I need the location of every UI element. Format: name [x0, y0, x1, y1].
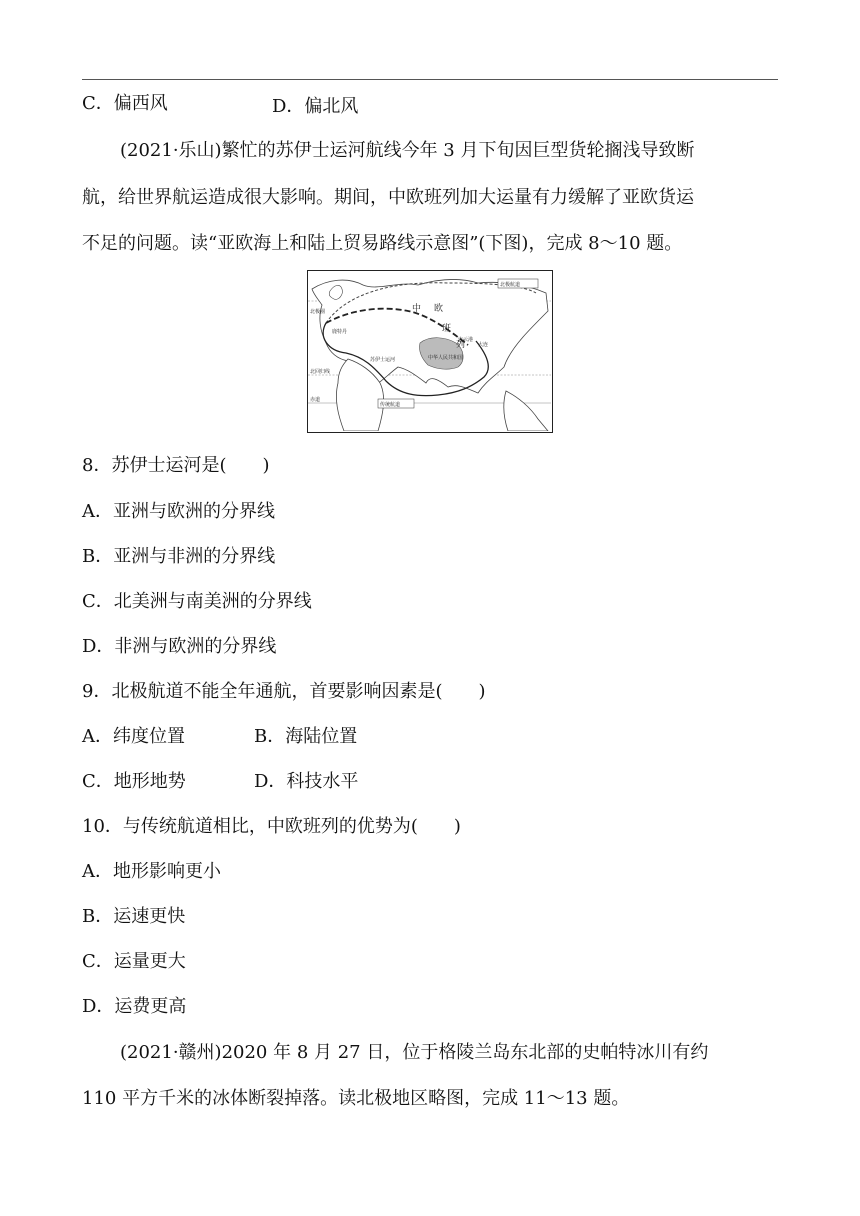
q10-option-b: B．运速更快	[82, 906, 186, 927]
q10-option-d: D．运费更高	[82, 996, 187, 1017]
q8-option-b: B．亚洲与非洲的分界线	[82, 546, 276, 567]
intro-paragraph-line-3: 不足的问题。读“亚欧海上和陆上贸易路线示意图”(下图)，完成 8～10 题。	[82, 233, 683, 254]
label-dalian: 大连	[478, 342, 489, 348]
label-zhong: 中	[412, 304, 422, 314]
label-ban: 班	[442, 324, 452, 334]
label-northern-route: 北极航道	[500, 282, 521, 288]
label-ou: 欧	[434, 304, 444, 314]
option-c-prev: C．偏西风	[82, 93, 168, 114]
header-rule	[82, 79, 778, 80]
label-traditional-route: 传统航道	[380, 402, 401, 408]
q10-stem: 10．与传统航道相比，中欧班列的优势为( )	[82, 816, 461, 837]
intro2-paragraph-line-2: 110 平方千米的冰体断裂掉落。读北极地区略图，完成 11～13 题。	[82, 1088, 630, 1109]
q8-option-d: D．非洲与欧洲的分界线	[82, 636, 277, 657]
label-arctic-circle: 北极圈	[310, 309, 326, 315]
q8-option-c: C．北美洲与南美洲的分界线	[82, 591, 312, 612]
label-suez: 苏伊士运河	[370, 357, 396, 363]
trade-route-map	[307, 270, 553, 433]
q8-option-a: A．亚洲与欧洲的分界线	[82, 501, 275, 522]
label-china: 中华人民共和国	[428, 355, 464, 361]
label-rotterdam: 鹿特丹	[332, 329, 348, 335]
q9-stem: 9．北极航道不能全年通航，首要影响因素是( )	[82, 681, 486, 702]
q10-option-a: A．地形影响更小	[82, 861, 221, 882]
label-lie: 列	[456, 340, 466, 350]
label-tropic: 北回归线	[310, 369, 331, 375]
q9-option-b: B．海陆位置	[254, 726, 358, 747]
intro-paragraph-line-2: 航，给世界航运造成很大影响。期间，中欧班列加大运量有力缓解了亚欧货运	[82, 187, 694, 208]
option-d-prev: D．偏北风	[272, 96, 359, 117]
label-container-port: 连云港	[458, 337, 474, 343]
intro-paragraph-line-1: (2021·乐山)繁忙的苏伊士运河航线今年 3 月下旬因巨型货轮搁浅导致断	[120, 140, 695, 161]
q9-option-d: D．科技水平	[254, 771, 359, 792]
intro2-paragraph-line-1: (2021·赣州)2020 年 8 月 27 日，位于格陵兰岛东北部的史帕特冰川有约	[120, 1042, 709, 1063]
q8-stem: 8．苏伊士运河是( )	[82, 455, 270, 476]
label-equator: 赤道	[310, 397, 321, 403]
q9-option-c: C．地形地势	[82, 771, 186, 792]
q9-option-a: A．纬度位置	[82, 726, 185, 747]
q10-option-c: C．运量更大	[82, 951, 186, 972]
